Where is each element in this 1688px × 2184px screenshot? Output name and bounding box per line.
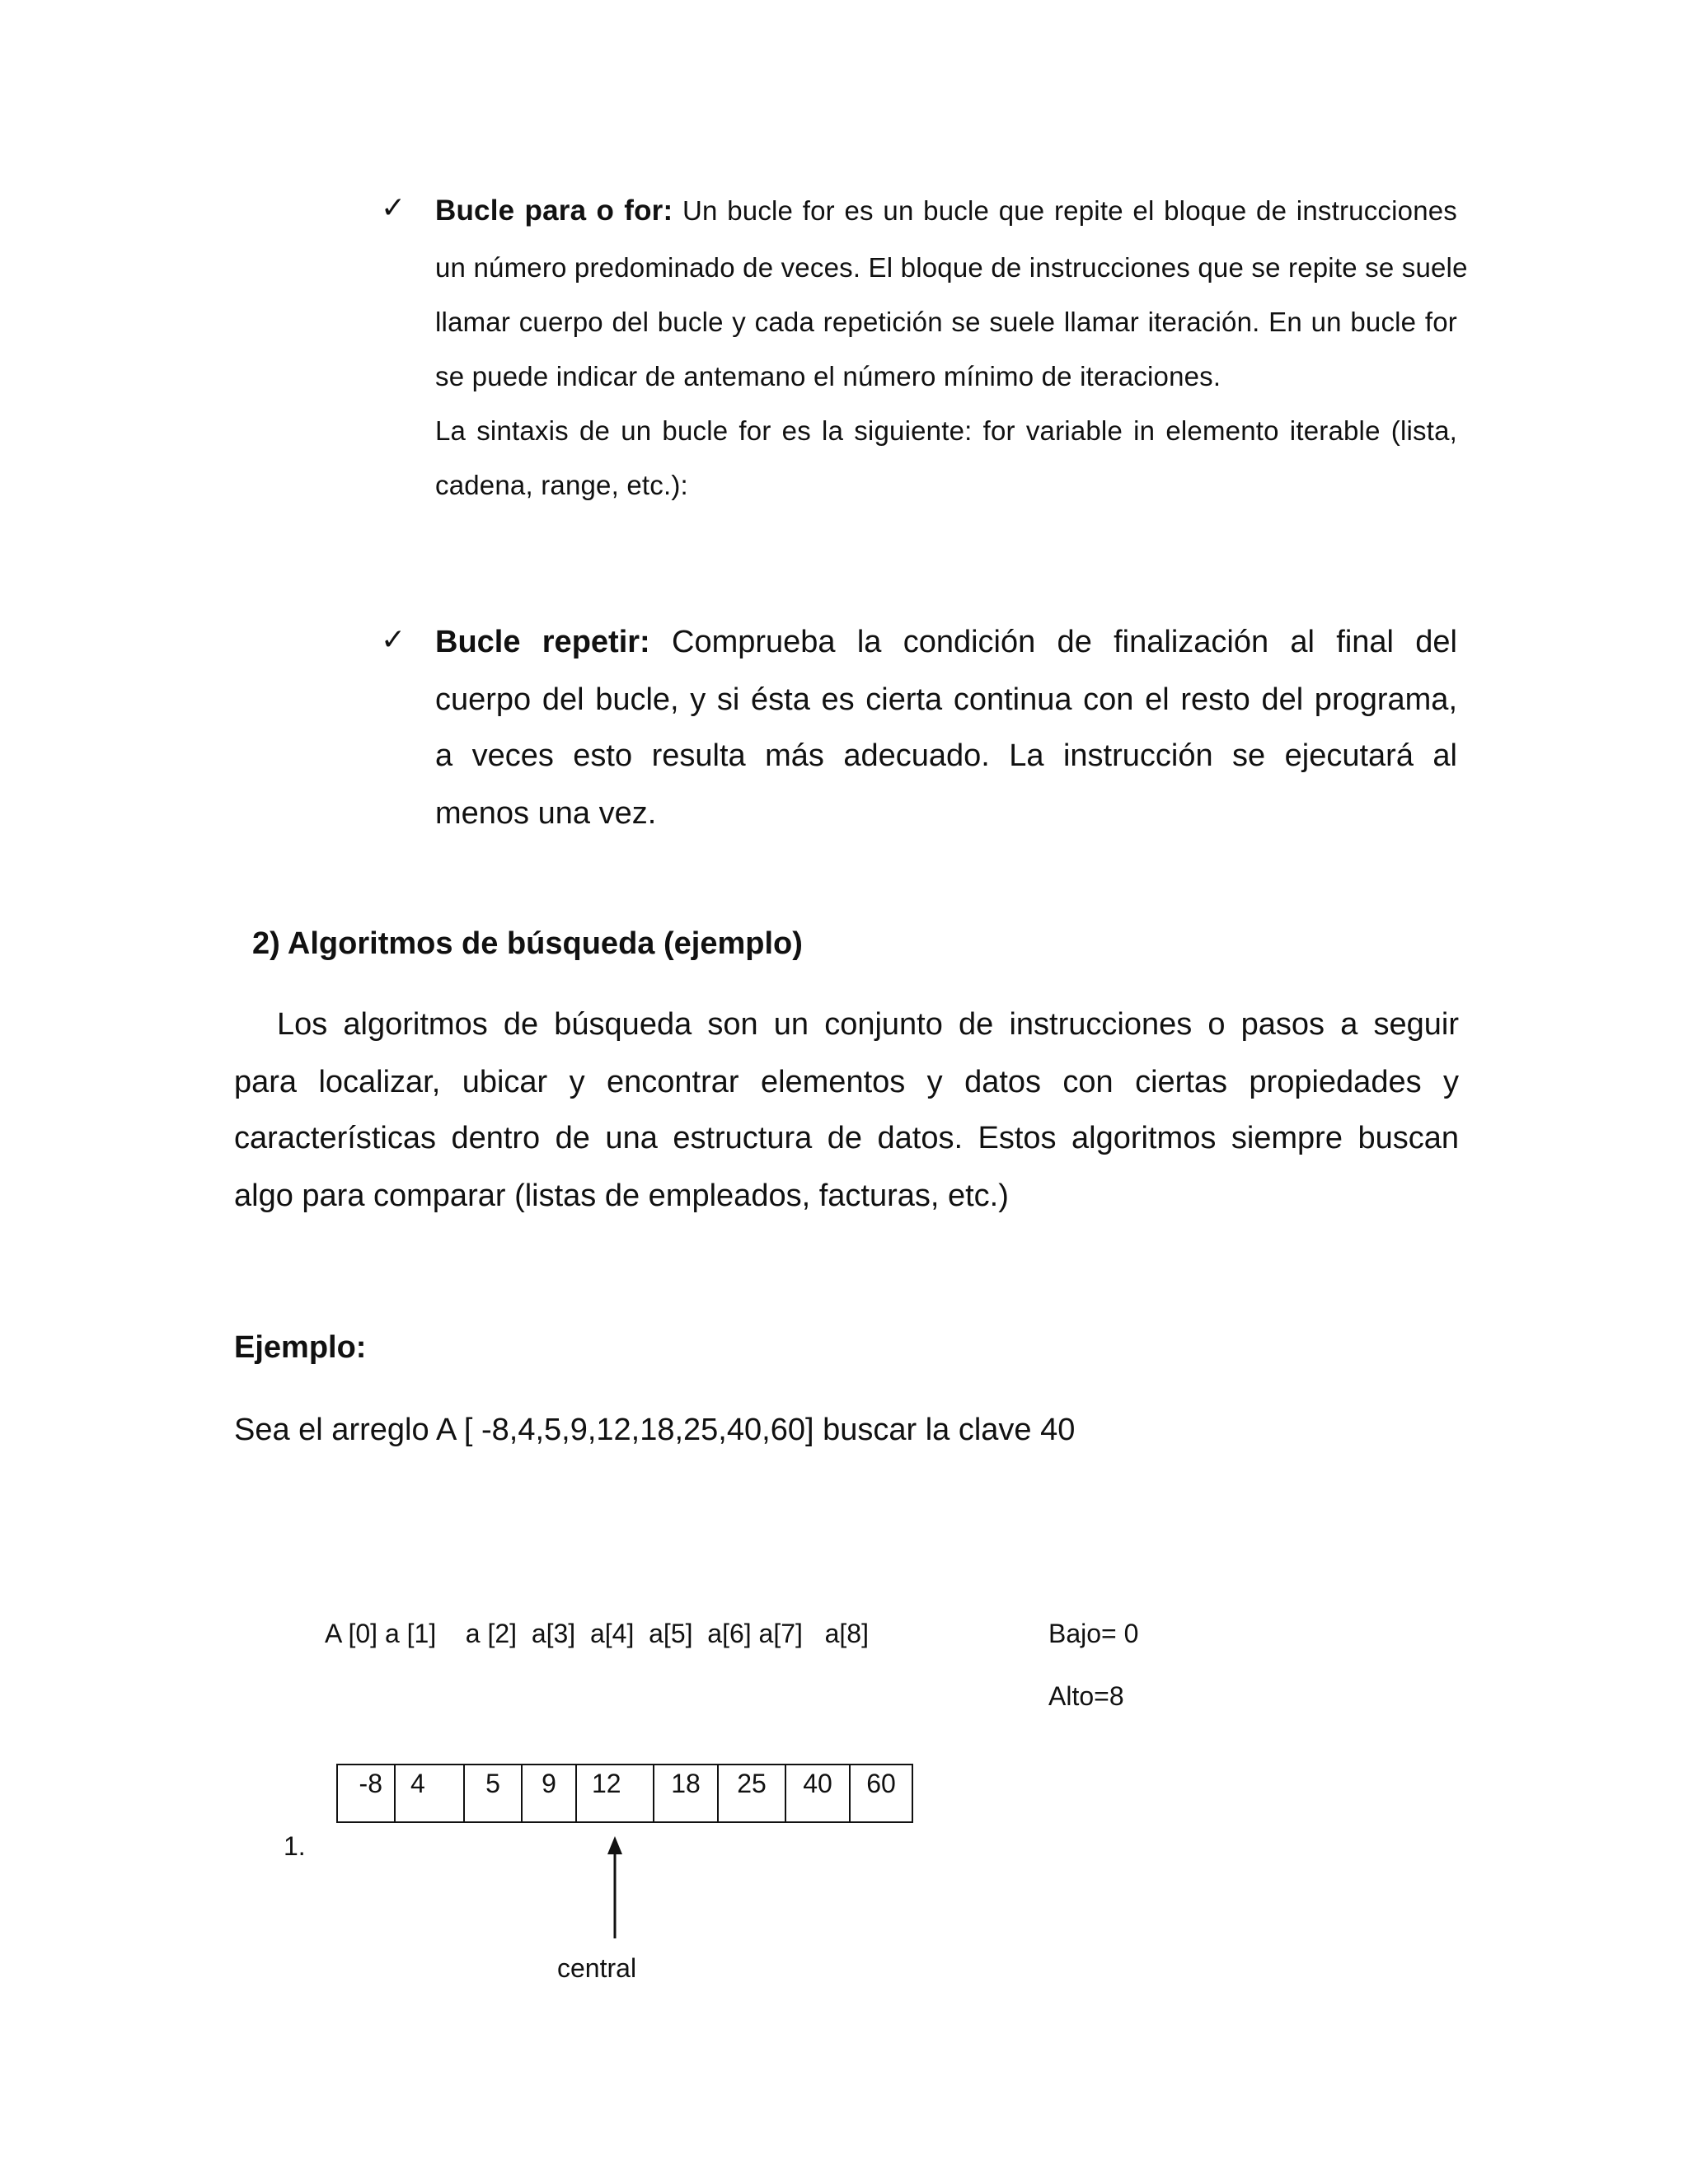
section-heading: 2) Algoritmos de búsqueda (ejemplo): [252, 926, 803, 961]
array-cell-value: 18: [671, 1769, 701, 1798]
array-cell: [577, 1765, 654, 1821]
paragraph-line-3: características dentro de una estructura de datos. Estos algoritmos siempre buscan: [234, 1121, 1459, 1155]
up-arrow-icon: [598, 1836, 631, 1940]
bullet-for-line-4: se puede indicar de antemano el número mínimo de iteraciones.: [435, 361, 1221, 391]
array-cell: [465, 1765, 523, 1821]
array-cell-value: -8: [359, 1769, 382, 1798]
paragraph-line-4: algo para comparar (listas de empleados, facturas, etc.): [234, 1179, 1009, 1213]
bullet-repetir-line-1: [435, 625, 1457, 660]
array-cell-value: 40: [803, 1769, 832, 1798]
bullet-for-line-2: un número predominado de veces. El bloque de instrucciones que se repite se suele: [435, 252, 1468, 283]
bullet-repetir-line-4: menos una vez.: [435, 796, 657, 831]
bullet-for-line-3: llamar cuerpo del bucle y cada repetición se suele llamar iteración. En un bucle for: [435, 307, 1457, 337]
array-cell-value: 25: [737, 1769, 767, 1798]
array-cell-value: 12: [592, 1769, 621, 1798]
array-cell: [338, 1765, 396, 1821]
step-number: 1.: [284, 1831, 306, 1861]
bullet-for-text: Un bucle for es un bucle que repite el bloque de instrucciones: [673, 195, 1457, 226]
alto-label: Alto=8: [1048, 1681, 1124, 1711]
array-index-labels: A [0] a [1] a [2] a[3] a[4] a[5] a[6] a[7] a[8]: [325, 1619, 869, 1648]
bullet-repetir-line-2: cuerpo del bucle, y si ésta es cierta continua con el resto del programa,: [435, 682, 1457, 717]
array-cell: [851, 1765, 912, 1821]
bullet-for-line-5: La sintaxis de un bucle for es la siguiente: for variable in elemento iterable (lista,: [435, 415, 1457, 446]
paragraph-line-2: para localizar, ubicar y encontrar elementos y datos con ciertas propiedades y: [234, 1065, 1459, 1099]
bullet-for-label: Bucle para o for:: [435, 194, 673, 227]
bullet-for-line-6: cadena, range, etc.):: [435, 470, 688, 500]
array-cell-value: 9: [542, 1769, 556, 1798]
array-cell: [786, 1765, 851, 1821]
array-cell-value: 60: [866, 1769, 896, 1798]
check-mark-icon: ✓: [381, 623, 406, 657]
example-statement: Sea el arreglo A [ -8,4,5,9,12,18,25,40,60] buscar la clave 40: [234, 1413, 1076, 1447]
array-cell: [396, 1765, 465, 1821]
bullet-repetir-line-3: a veces esto resulta más adecuado. La instrucción se ejecutará al: [435, 738, 1457, 773]
array-cell: [523, 1765, 577, 1821]
paragraph-line-1: Los algoritmos de búsqueda son un conjunto de instrucciones o pasos a seguir: [277, 1007, 1459, 1042]
array-cell-value: 5: [485, 1769, 500, 1798]
bullet-for-line-1: [435, 194, 1457, 227]
check-mark-icon: ✓: [381, 191, 406, 225]
array-cell: [719, 1765, 786, 1821]
bullet-repetir-text: Comprueba la condición de finalización al final del: [649, 625, 1457, 659]
array-cell: [654, 1765, 719, 1821]
bullet-repetir-label: Bucle repetir:: [435, 625, 650, 659]
example-title: Ejemplo:: [234, 1330, 367, 1365]
array-table: [336, 1764, 913, 1823]
bajo-label: Bajo= 0: [1048, 1619, 1139, 1648]
array-cell-value: 4: [410, 1769, 425, 1798]
pointer-label: central: [557, 1953, 637, 1983]
